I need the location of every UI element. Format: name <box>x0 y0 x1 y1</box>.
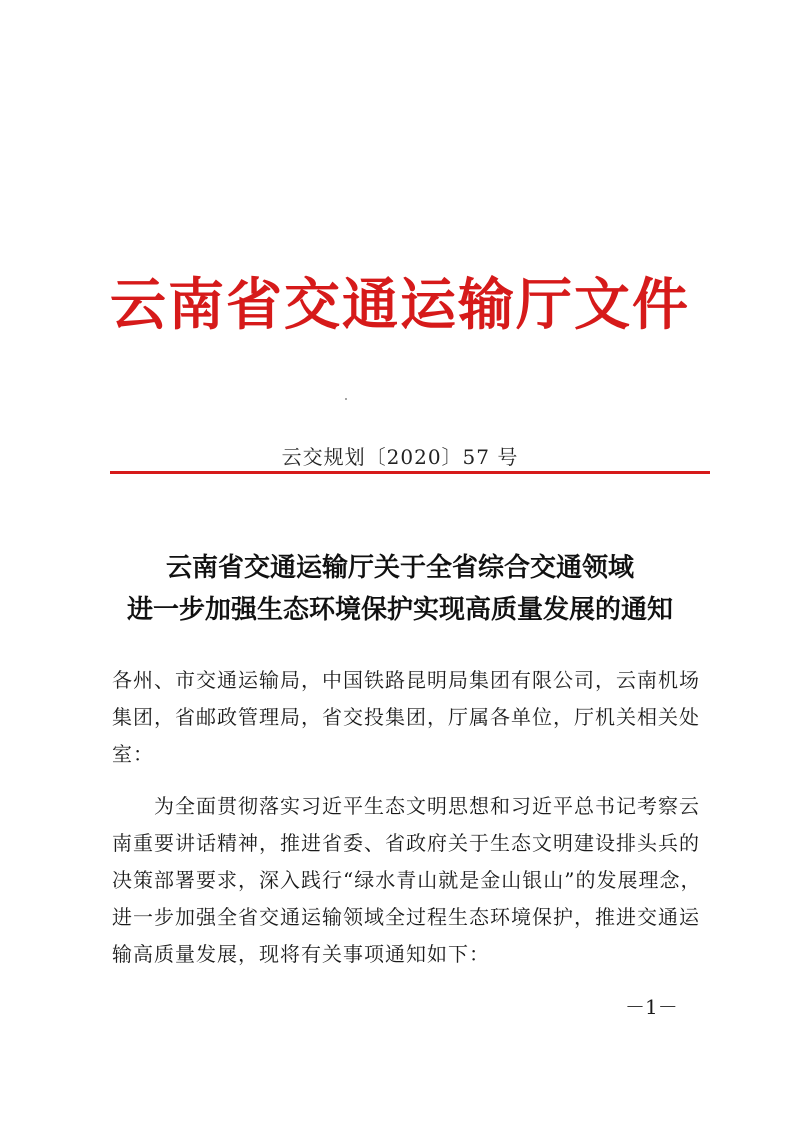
issuer-red-header: 云南省交通运输厅文件 <box>110 273 690 338</box>
addressee: 各州、市交通运输局，中国铁路昆明局集团有限公司，云南机场集团，省邮政管理局，省交投集团，厅属各单位，厅机关相关处室： <box>112 668 700 766</box>
title-line-1: 云南省交通运输厅关于全省综合交通领域 <box>165 553 634 583</box>
title-line-2: 进一步加强生态环境保护实现高质量发展的通知 <box>126 595 673 625</box>
body-paragraph-1: 为全面贯彻落实习近平生态文明思想和习近平总书记考察云南重要讲话精神，推进省委、省政府关于生态文明建设排头兵的决策部署要求，深入践行“绿水青山就是金山银山”的发展理念，进一步加强全省交通运输领域全过程生态环境保护，推进交通运输高质量发展，现将有关事项通知如下： <box>112 794 702 966</box>
page-number: －1－ <box>625 995 678 1019</box>
document-title <box>0 547 800 631</box>
red-divider-line <box>110 471 710 474</box>
scan-speck <box>345 398 347 400</box>
document-number: 云交规划〔2020〕57 号 <box>281 445 519 469</box>
